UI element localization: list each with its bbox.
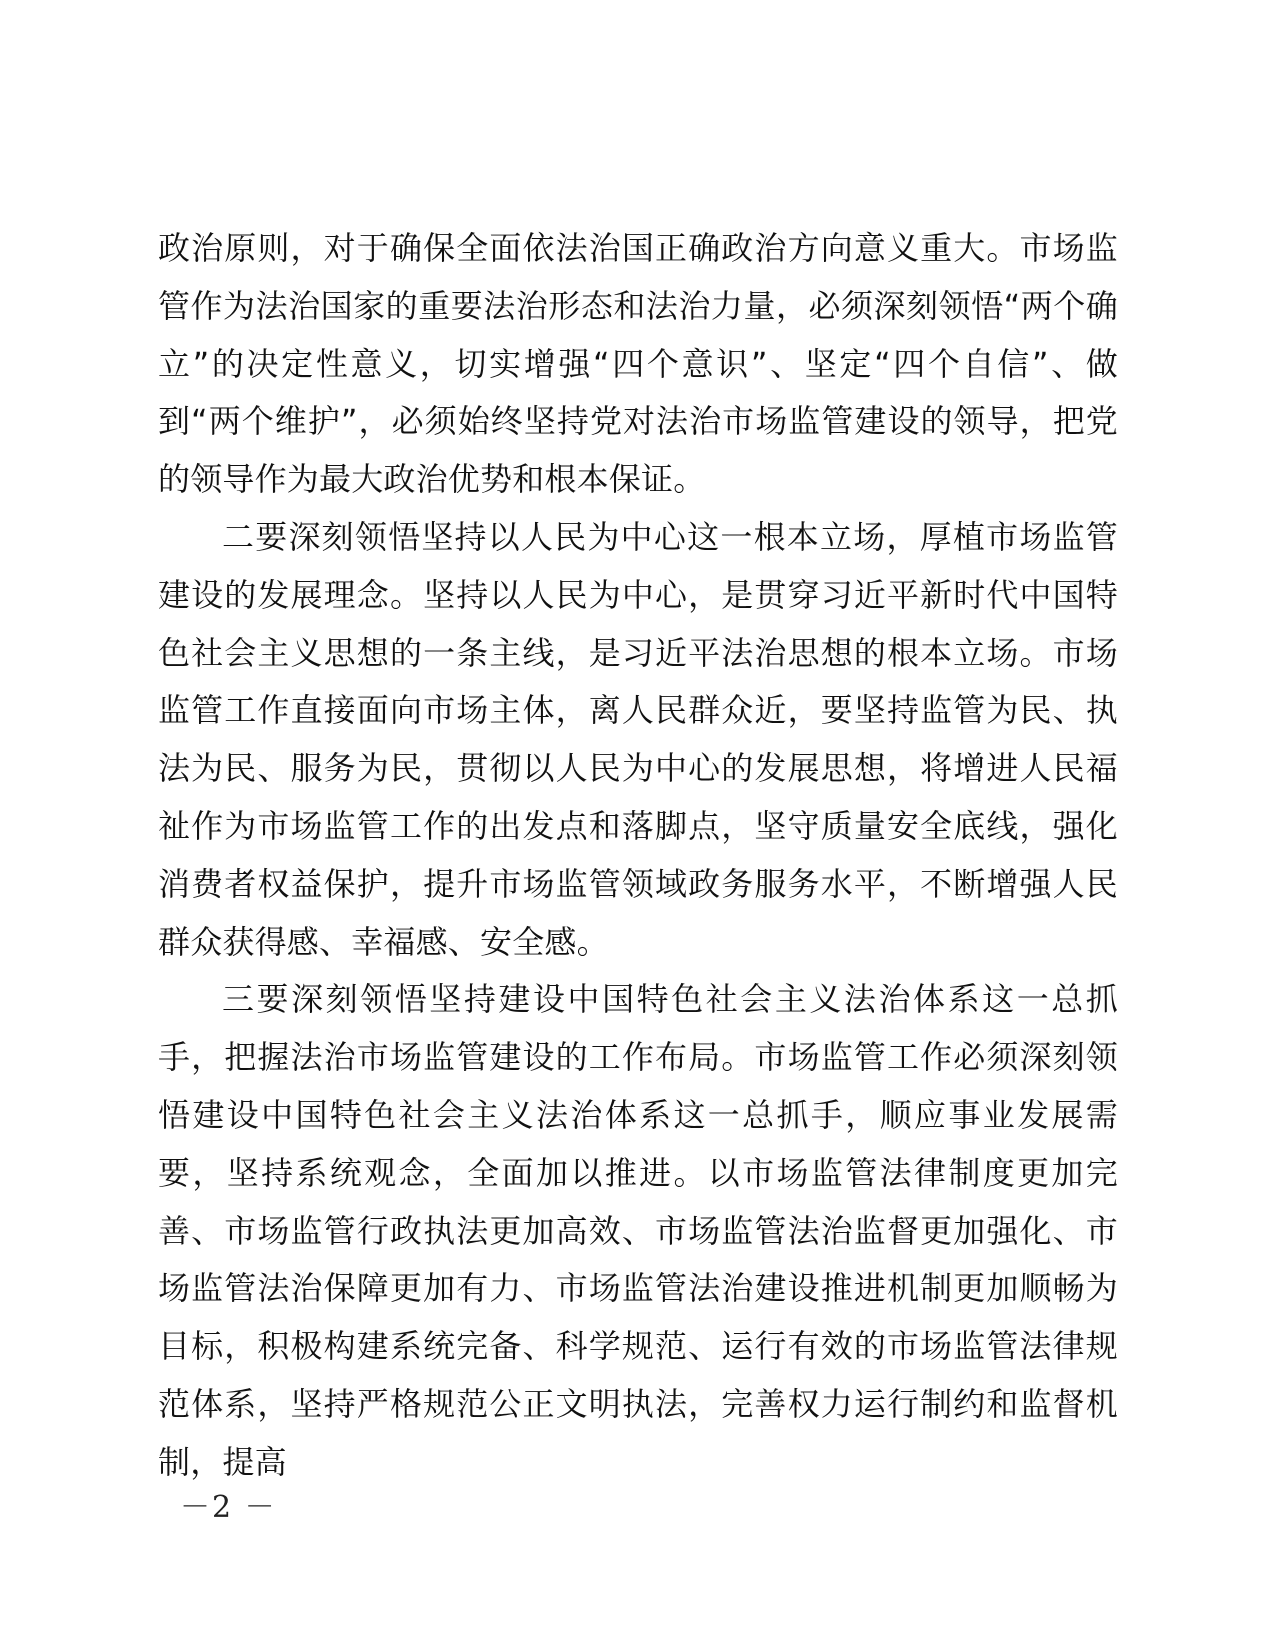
paragraph-3: 三要深刻领悟坚持建设中国特色社会主义法治体系这一总抓手，把握法治市场监管建设的工作布局。市场监管工作必须深刻领悟建设中国特色社会主义法治体系这一总抓手，顺应事业发展需要，坚持系统观念，全面加以推进。以市场监管法律制度更加完善、市场监管行政执法更加高效、市场监管法治监督更加强化、市场监管法治保障更加有力、市场监管法治建设推进机制更加顺畅为目标，积极构建系统完备、科学规范、运行有效的市场监管法律规范体系，坚持严格规范公正文明执法，完善权力运行制约和监督机制，提高 — [158, 980, 1118, 1481]
paragraph-1: 政治原则，对于确保全面依法治国正确政治方向意义重大。市场监管作为法治国家的重要法治形态和法治力量，必须深刻领悟“两个确立”的决定性意义，切实增强“四个意识”、坚定“四个自信”、做到“两个维护”，必须始终坚持党对法治市场监管建设的领导，把党的领导作为最大政治优势和根本保证。 — [158, 229, 1118, 499]
document-body — [158, 220, 1118, 1492]
paragraph-2: 二要深刻领悟坚持以人民为中心这一根本立场，厚植市场监管建设的发展理念。坚持以人民为中心，是贯穿习近平新时代中国特色社会主义思想的一条主线，是习近平法治思想的根本立场。市场监管工作直接面向市场主体，离人民群众近，要坚持监管为民、执法为民、服务为民，贯彻以人民为中心的发展思想，将增进人民福祉作为市场监管工作的出发点和落脚点，坚守质量安全底线，强化消费者权益保护，提升市场监管领域政务服务水平，不断增强人民群众获得感、幸福感、安全感。 — [158, 517, 1118, 961]
page-number: －2 － — [180, 1490, 277, 1525]
